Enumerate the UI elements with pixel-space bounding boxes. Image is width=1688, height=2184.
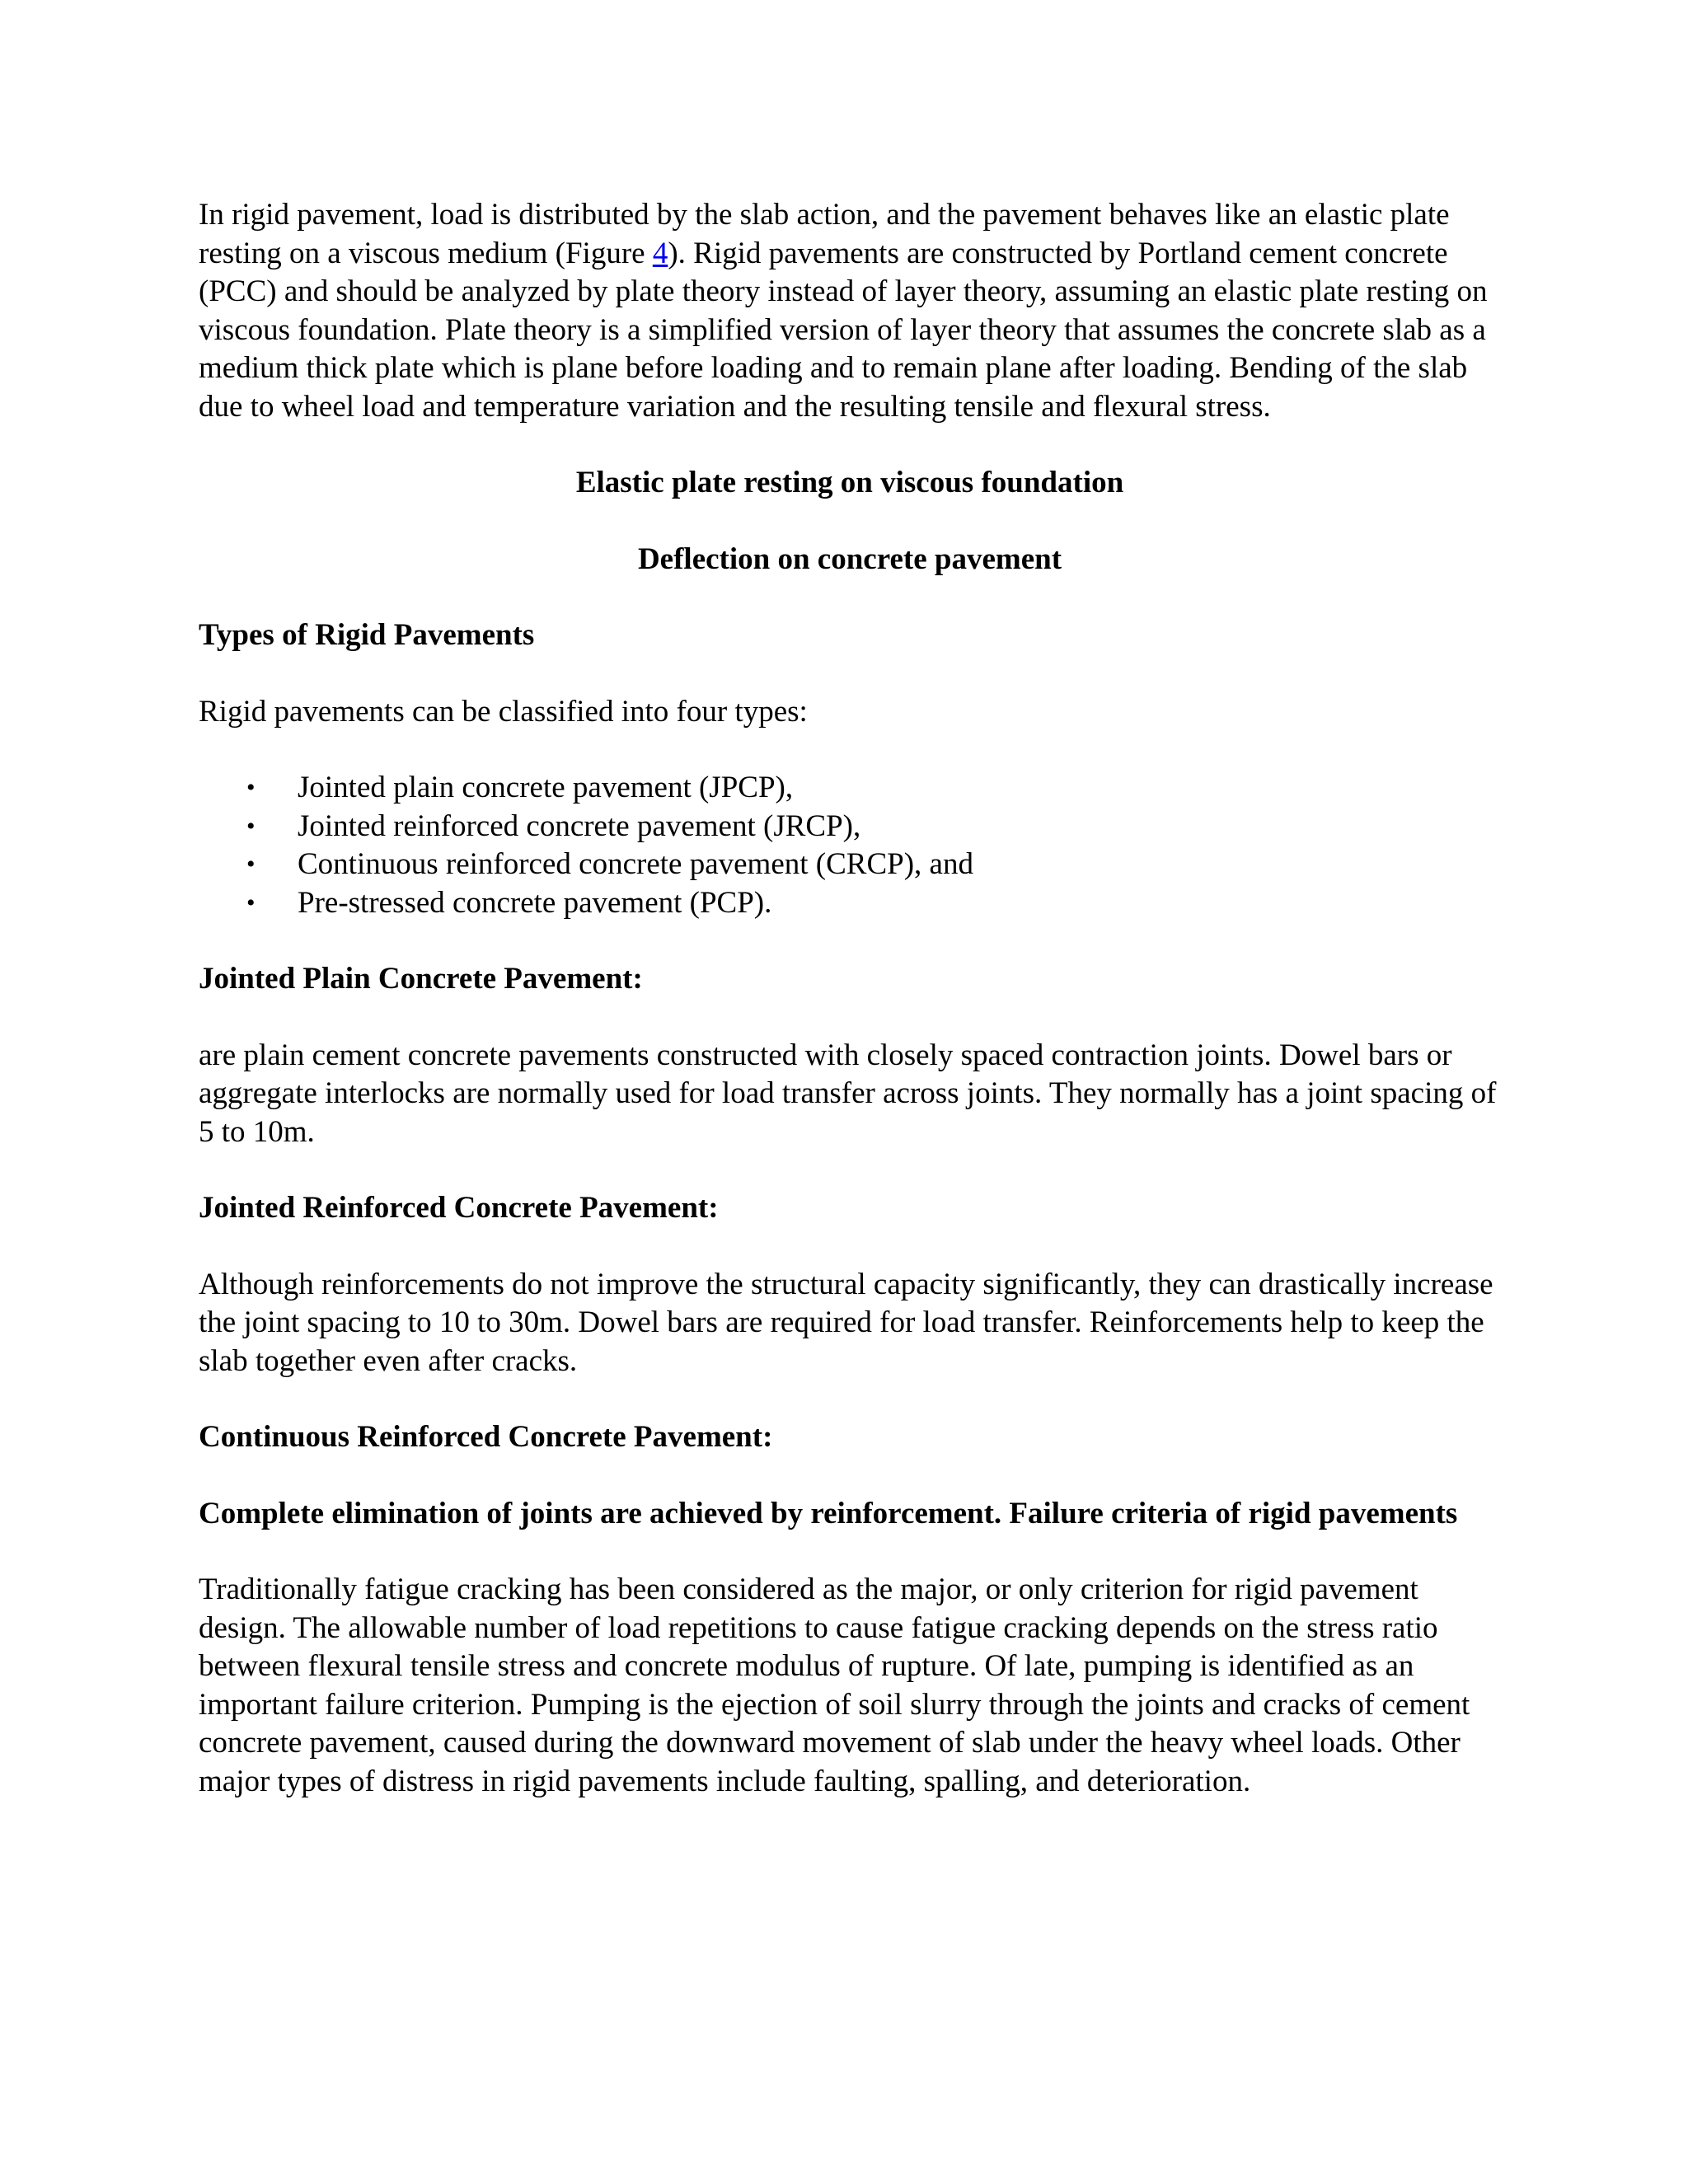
jpcp-paragraph: are plain cement concrete pavements constructed with closely spaced contraction joints. Dowel bars or aggregate interlocks are normally used for load transfer across joints. They normally has a joint spacing of 5 to 10m.: [199, 1038, 1497, 1149]
list-item: [246, 846, 1501, 884]
types-lead-paragraph: Rigid pavements can be classified into four types:: [199, 694, 808, 729]
document-page: [199, 196, 1501, 1839]
heading-jrcp: Jointed Reinforced Concrete Pavement:: [199, 1191, 719, 1225]
failure-criteria-paragraph: Traditionally fatigue cracking has been considered as the major, or only criterion for rigid pavement design. The allowable number of load repetitions to cause fatigue cracking depends on the stress ratio between flexural tensile stress and concrete modulus of rupture. Of late, pumping is identified as an important failure criterion. Pumping is the ejection of soil slurry through the joints and cracks of cement concrete pavement, caused during the downward movement of slab under the heavy wheel loads. Other major types of distress in rigid pavements include faulting, spalling, and deterioration.: [199, 1572, 1470, 1798]
list-item-text: Jointed plain concrete pavement (JPCP),: [298, 771, 794, 804]
list-item: [246, 884, 1501, 923]
jrcp-paragraph: Although reinforcements do not improve the structural capacity significantly, they can drastically increase the joint spacing to 10 to 30m. Dowel bars are required for load transfer. Reinforcements help to keep the slab together even after cracks.: [199, 1267, 1493, 1378]
intro-paragraph: [199, 196, 1501, 426]
bullet-icon: •: [246, 812, 256, 840]
bullet-icon: •: [246, 774, 256, 801]
figure-caption-deflection: Deflection on concrete pavement: [637, 541, 1062, 576]
bullet-icon: •: [246, 851, 256, 878]
figure-4-link[interactable]: 4: [652, 236, 668, 270]
crcp-subheading: Complete elimination of joints are achieved by reinforcement. Failure criteria of rigid pavements: [199, 1496, 1458, 1530]
heading-crcp: Continuous Reinforced Concrete Pavement:: [199, 1420, 773, 1454]
list-item-text: Jointed reinforced concrete pavement (JRCP),: [298, 808, 861, 843]
heading-types-of-rigid-pavements: Types of Rigid Pavements: [199, 618, 535, 652]
intro-text-end: ). Rigid pavements are constructed by Portland cement concrete (PCC) and should be analyzed by plate theory instead of layer theory, assuming an elastic plate resting on viscous foundation. Plate theory is a simplified version of layer theory that assumes the concrete slab as a medium thick plate which is plane before loading and to remain plane after loading. Bending of the slab due to wheel load and temperature variation and the resulting tensile and flexural stress.: [199, 236, 1488, 424]
heading-jpcp: Jointed Plain Concrete Pavement:: [199, 962, 643, 996]
figure-caption-elastic-plate: Elastic plate resting on viscous foundation: [575, 466, 1124, 499]
intro-text-start: In rigid pavement, load is distributed by the slab action, and the pavement behaves like an elastic plate resting on a viscous medium (Figure: [199, 198, 1450, 270]
pavement-types-list: [199, 769, 1501, 922]
list-item-text: Pre-stressed concrete pavement (PCP).: [298, 885, 772, 920]
list-item: [246, 769, 1501, 808]
list-item: [246, 808, 1501, 846]
list-item-text: Continuous reinforced concrete pavement (CRCP), and: [298, 847, 973, 881]
bullet-icon: •: [246, 888, 256, 916]
